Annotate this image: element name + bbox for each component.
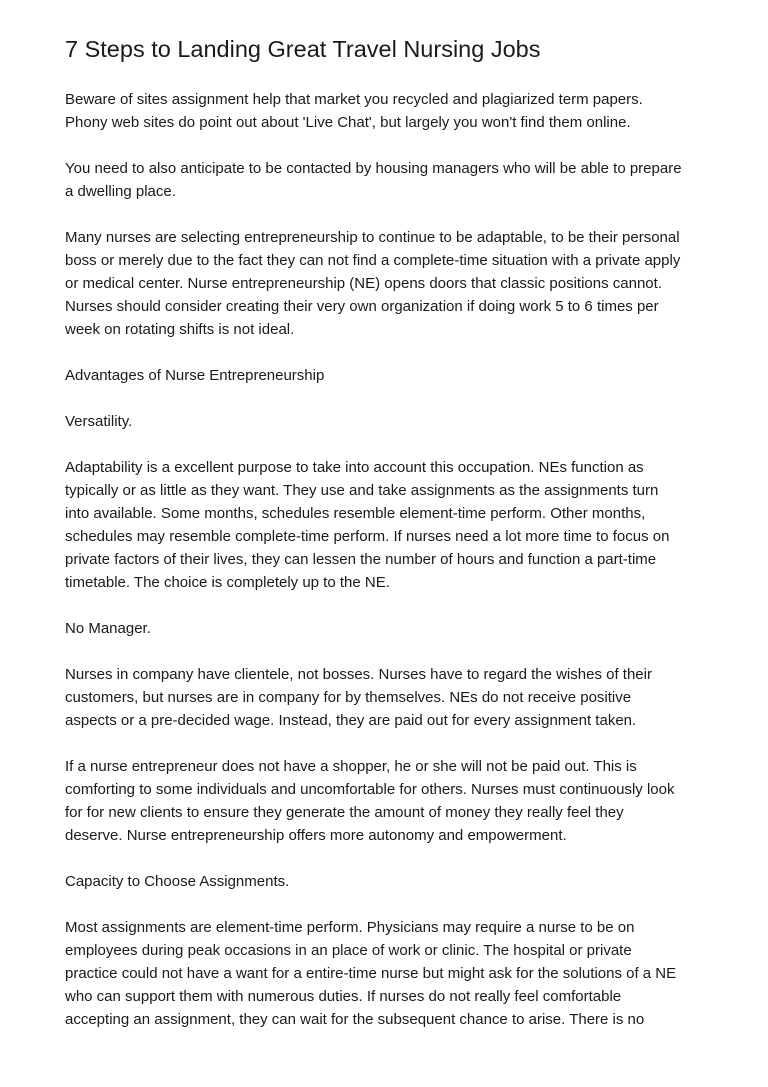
paragraph-entrepreneurship: Many nurses are selecting entrepreneurship to continue to be adaptable, to be their personal boss or merely due to the fact they can not find a complete-time situation with a private apply or medical center. Nurse entrepreneurship (NE) opens doors that classic positions cannot. Nurses should consider creating their very own organization if doing work 5 to 6 times per week on rotating shifts is not ideal. <box>65 229 681 338</box>
paragraph-assignments: Most assignments are element-time perform. Physicians may require a nurse to be on employees during peak occasions in an place of work or clinic. The hospital or private practice could not have a want for a entire-time nurse but might ask for the solutions of a NE who can support them with numerous duties. If nurses do not really feel comfortable accepting an assignment, they can wait for the subsequent chance to arise. There is no <box>65 919 677 1028</box>
page-title: 7 Steps to Landing Great Travel Nursing Jobs <box>65 36 541 62</box>
document-body <box>65 32 710 1054</box>
subheading-no-manager: No Manager. <box>65 620 151 637</box>
paragraph-shopper: If a nurse entrepreneur does not have a shopper, he or she will not be paid out. This is comforting to some individuals and uncomfortable for others. Nurses must continuously look for for new clients to ensure they generate the amount of money they really feel they deserve. Nurse entrepreneurship offers more autonomy and empowerment. <box>65 758 675 844</box>
paragraph-housing: You need to also anticipate to be contacted by housing managers who will be able to prepare a dwelling place. <box>65 160 682 200</box>
paragraph-adaptability: Adaptability is a excellent purpose to take into account this occupation. NEs function as typically or as little as they want. They use and take assignments as the assignments turn into available. Some months, schedules resemble element-time perform. Other months, schedules may resemble complete-time perform. If nurses need a lot more time to focus on private factors of their lives, they can lessen the number of hours and function a part-time timetable. The choice is completely up to the NE. <box>65 459 670 591</box>
subheading-choose-assignments: Capacity to Choose Assignments. <box>65 873 290 890</box>
paragraph-intro: Beware of sites assignment help that market you recycled and plagiarized term papers. Phony web sites do point out about 'Live Chat', but largely you won't find them online. <box>65 91 643 131</box>
section-heading-advantages: Advantages of Nurse Entrepreneurship <box>65 367 325 384</box>
paragraph-clientele: Nurses in company have clientele, not bosses. Nurses have to regard the wishes of their customers, but nurses are in company for by themselves. NEs do not receive positive aspects or a pre-decided wage. Instead, they are paid out for every assignment taken. <box>65 666 652 729</box>
subheading-versatility: Versatility. <box>65 413 133 430</box>
